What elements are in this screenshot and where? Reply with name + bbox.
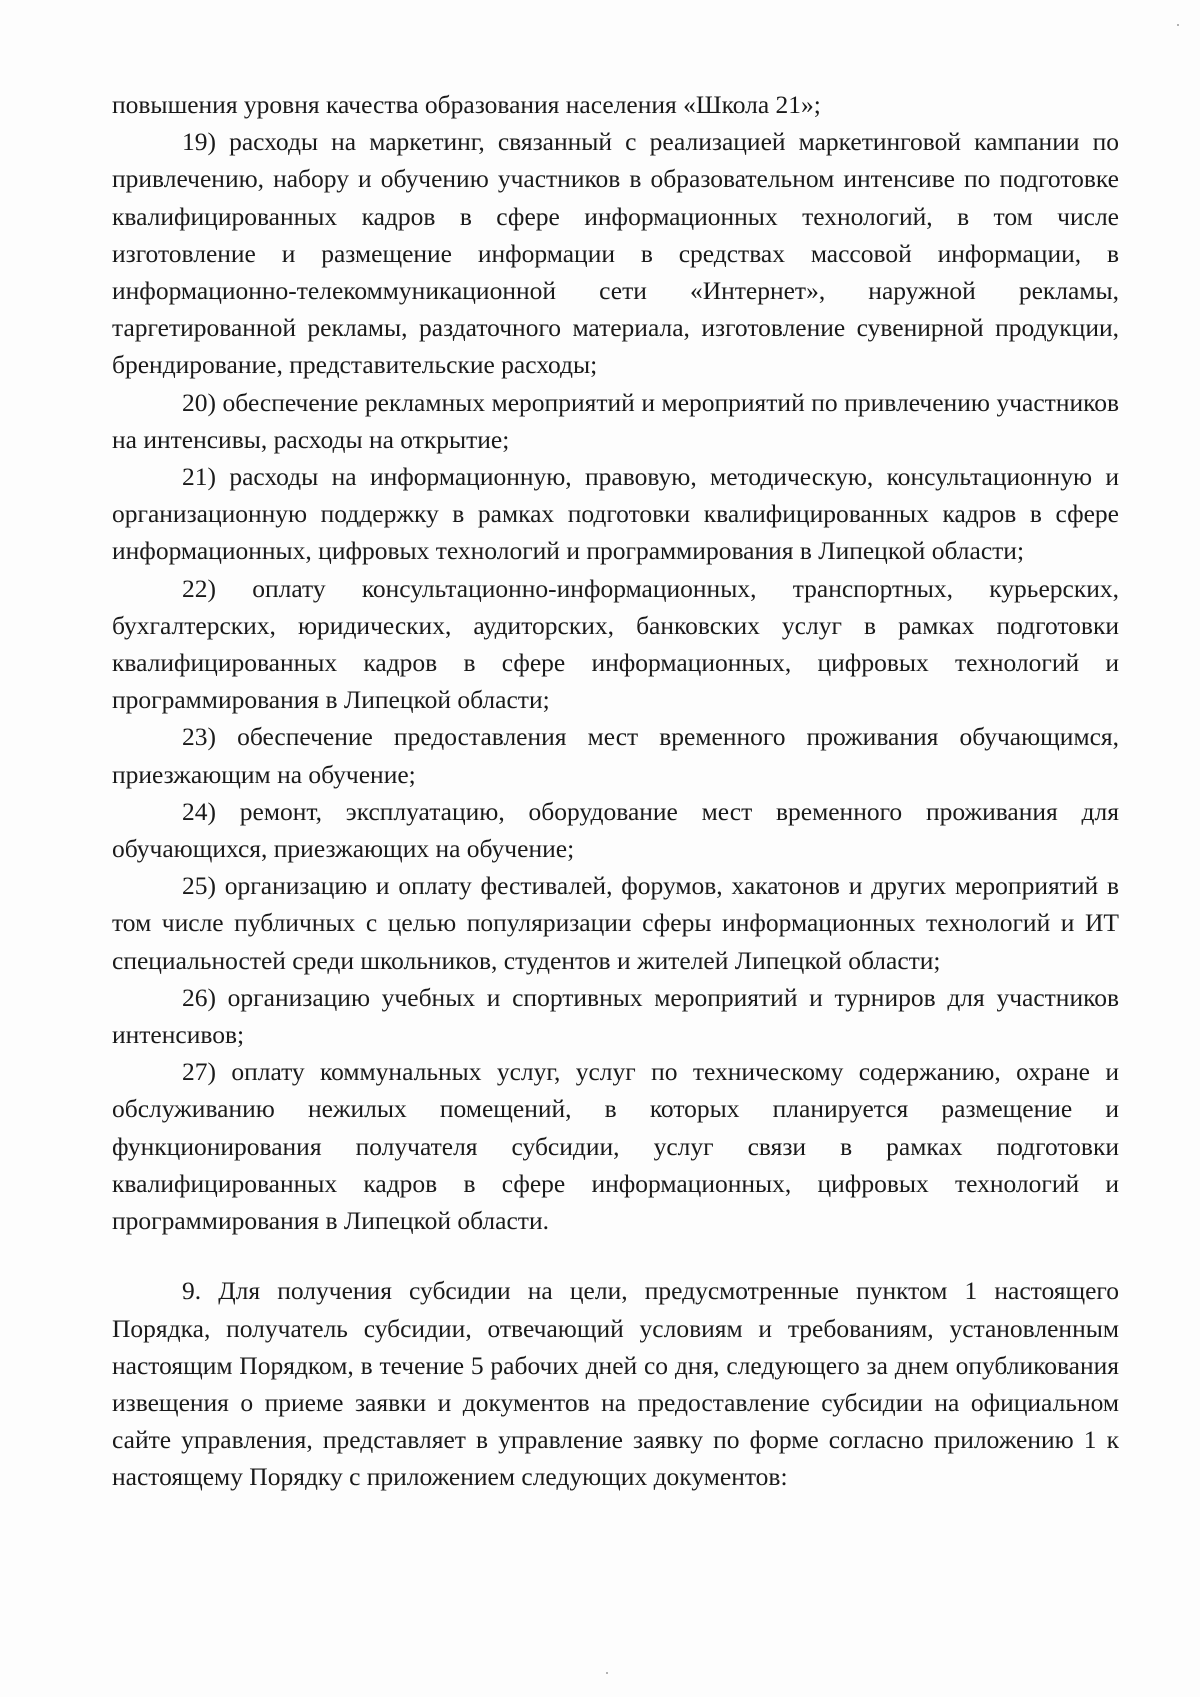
scan-speck [1177, 24, 1179, 26]
paragraph-item-26: 26) организацию учебных и спортивных мероприятий и турниров для участников интенсивов; [112, 982, 1119, 1050]
paragraph-item-25: 25) организацию и оплату фестивалей, форумов, хакатонов и других мероприятий в том числе публичных с целью популяризации сферы информационных технологий и ИТ специальностей среди школьников, студентов и жителей Липецкой области; [112, 871, 1119, 975]
scan-speck [606, 1672, 608, 1674]
paragraph-item-21: 21) расходы на информационную, правовую, методическую, консультационную и организационную поддержку в рамках подготовки квалифицированных кадров в сфере информационных, цифровых технологий и программирования в Липецкой области; [112, 462, 1119, 566]
paragraph-section-9: 9. Для получения субсидии на цели, предусмотренные пунктом 1 настоящего Порядка, получатель субсидии, отвечающий условиям и требованиям, установленным настоящим Порядком, в течение 5 рабочих дней со дня, следующего за днем опубликования извещения о приеме заявки и документов на предоставление субсидии на официальном сайте управления, представляет в управление заявку по форме согласно приложению 1 к настоящему Порядку с приложением следующих документов: [112, 1276, 1119, 1492]
paragraph-item-20: 20) обеспечение рекламных мероприятий и мероприятий по привлечению участников на интенсивы, расходы на открытие; [112, 387, 1119, 454]
paragraph-item-22: 22) оплату консультационно-информационных, транспортных, курьерских, бухгалтерских, юридических, аудиторских, банковских услуг в рамках подготовки квалифицированных кадров в сфере информационных, цифровых технологий и программирования в Липецкой области; [112, 573, 1119, 715]
paragraph-continuation: повышения уровня качества образования населения «Школа 21»; [112, 90, 821, 119]
paragraph-item-23: 23) обеспечение предоставления мест временного проживания обучающимся, приезжающим на обучение; [112, 722, 1119, 789]
paragraph-item-19: 19) расходы на маркетинг, связанный с реализацией маркетинговой кампании по привлечению, набору и обучению участников в образовательном интенсиве по подготовке квалифицированных кадров в сфере информационных технологий, в том числе изготовление и размещение информации в средствах массовой информации, в информационно-телекоммуникационной сети «Интернет», наружной рекламы, таргетированной рекламы, раздаточного материала, изготовление сувенирной продукции, брендирование, представительские расходы; [112, 127, 1119, 380]
paragraph-item-24: 24) ремонт, эксплуатацию, оборудование мест временного проживания для обучающихся, приезжающих на обучение; [112, 796, 1119, 864]
paragraph-item-27: 27) оплату коммунальных услуг, услуг по техническому содержанию, охране и обслуживанию нежилых помещений, в которых планируется размещение и функционирования получателя субсидии, услуг связи в рамках подготовки квалифицированных кадров в сфере информационных, цифровых технологий и программирования в Липецкой области. [112, 1057, 1119, 1236]
document-body [112, 86, 1119, 1496]
